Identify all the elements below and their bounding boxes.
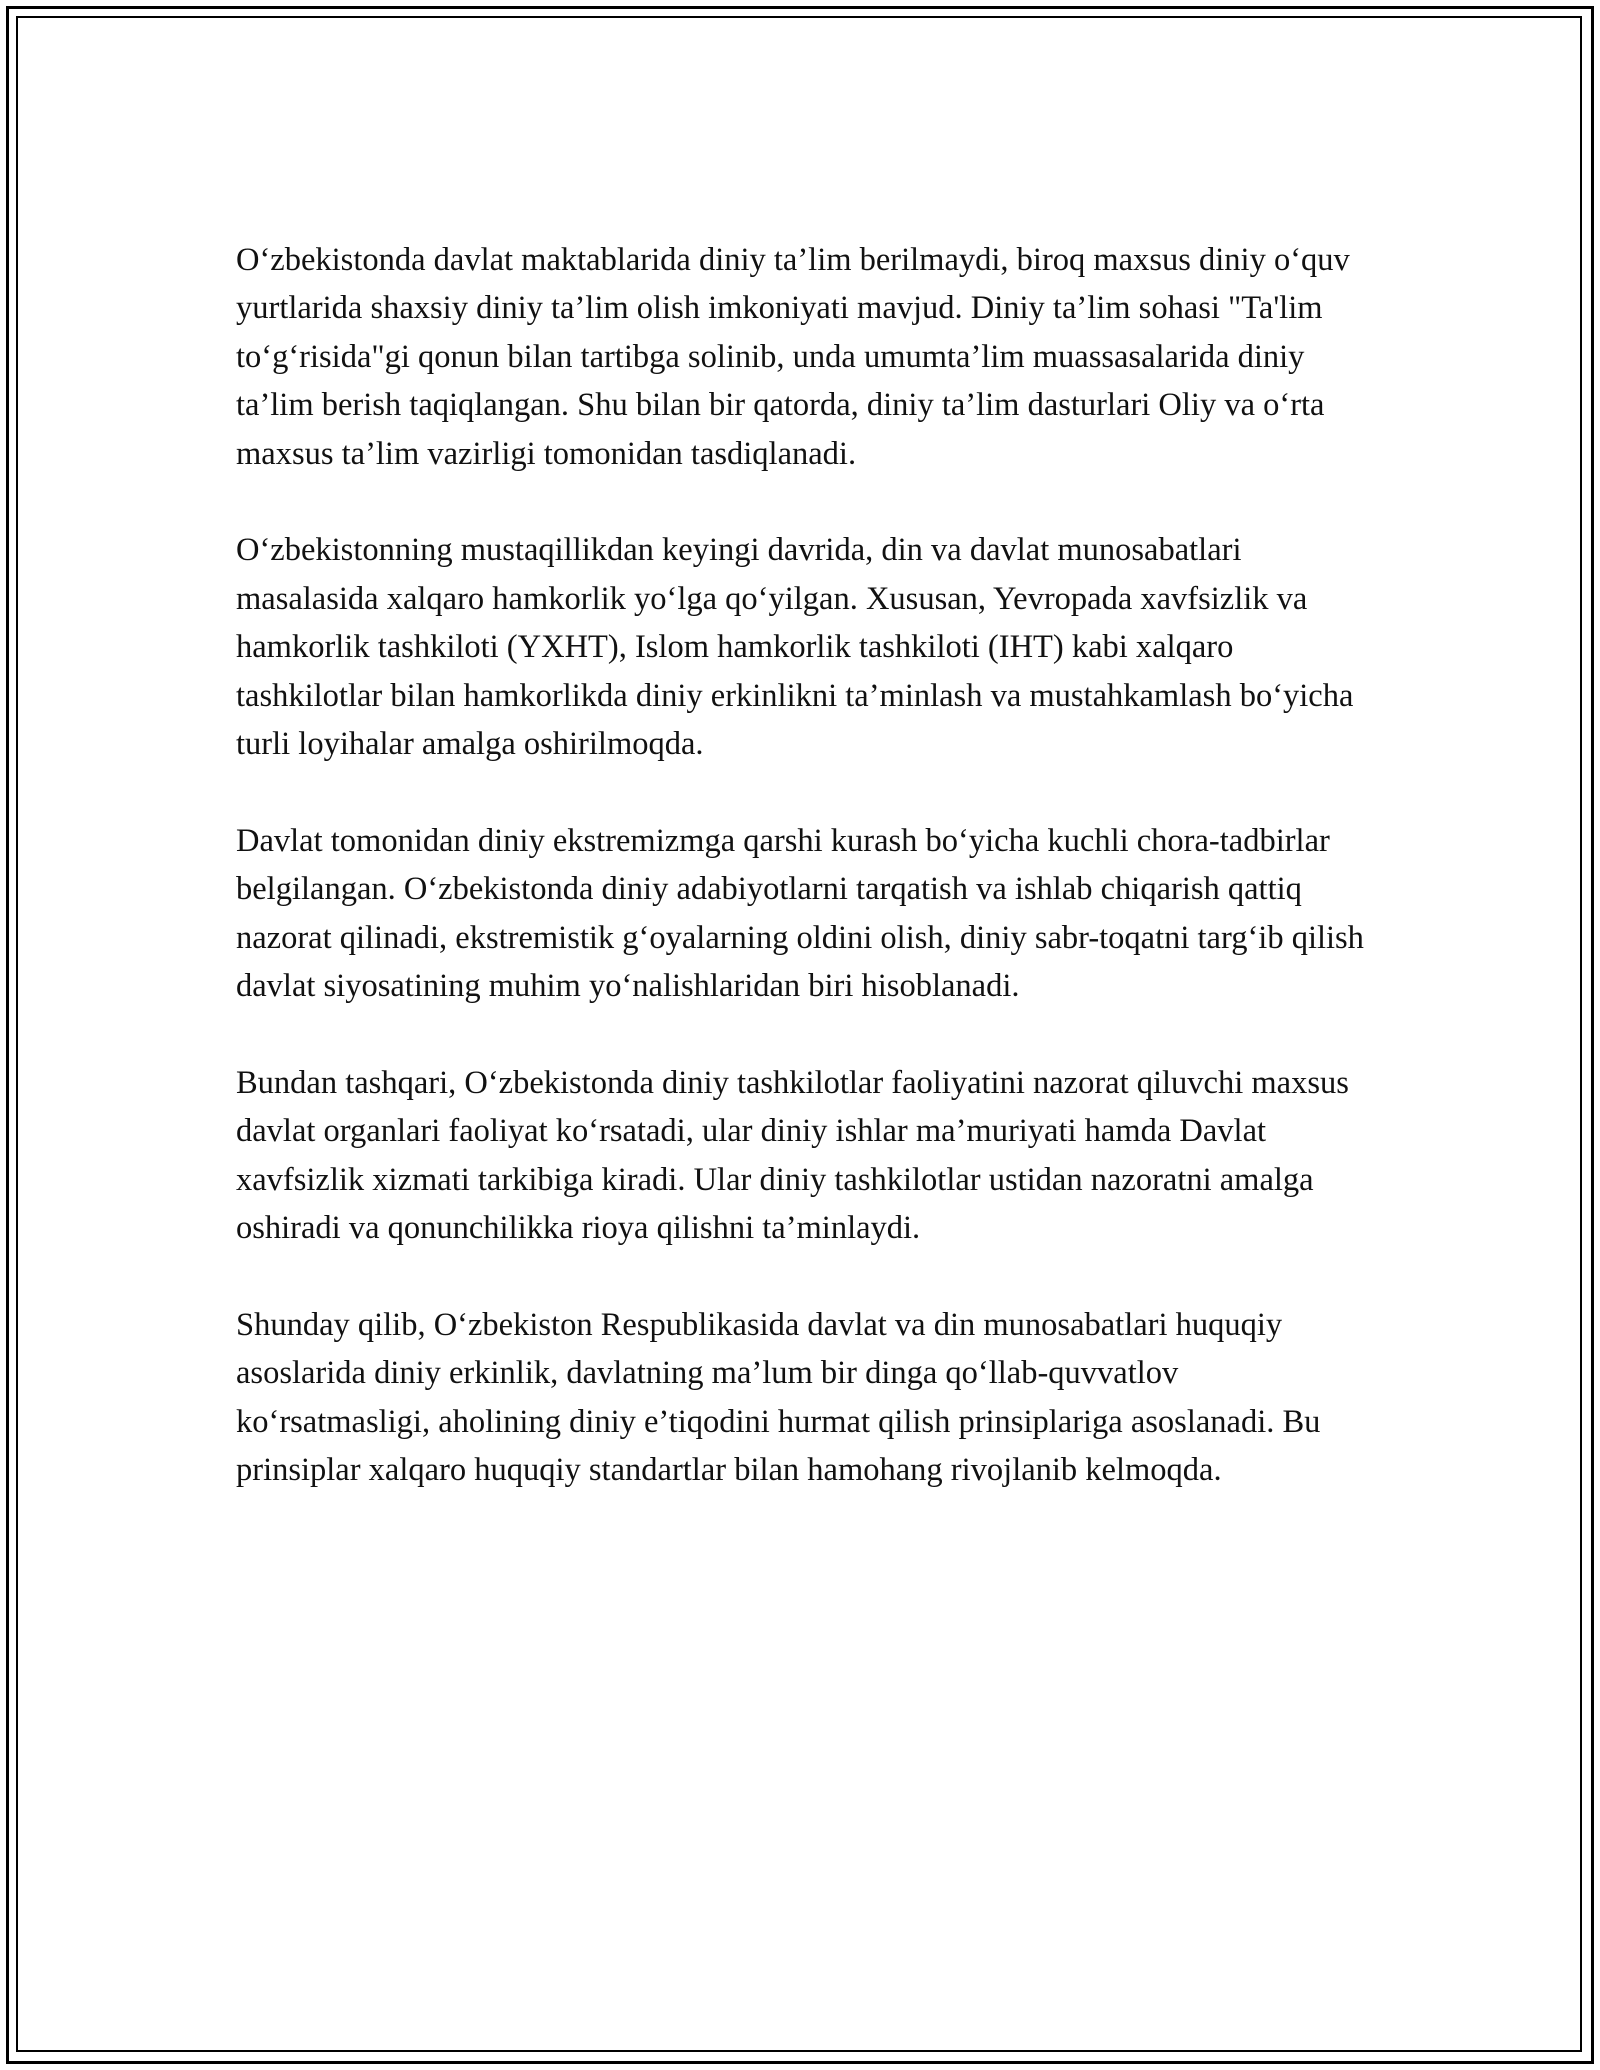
paragraph-3: Davlat tomonidan diniy ekstremizmga qarshi kurash bo‘yicha kuchli chora-tadbirlar belgilangan. O‘zbekistonda diniy adabiyotlarni tarqatish va ishlab chiqarish qattiq nazorat qilinadi, ekstremistik g‘oyalarning oldini olish, diniy sabr-toqatni targ‘ib qilish davlat siyosatining muhim yo‘nalishlaridan biri hisoblanadi. (236, 822, 1364, 1005)
paragraph-4: Bundan tashqari, O‘zbekistonda diniy tashkilotlar faoliyatini nazorat qiluvchi maxsus davlat organlari faoliyat ko‘rsatadi, ular diniy ishlar ma’muriyati hamda Davlat xavfsizlik xizmati tarkibiga kiradi. Ular diniy tashkilotlar ustidan nazoratni amalga oshiradi va qonunchilikka rioya qilishni ta’minlaydi. (236, 1064, 1349, 1247)
paragraph-5: Shunday qilib, O‘zbekiston Respublikasida davlat va din munosabatlari huquqiy asoslarida diniy erkinlik, davlatning ma’lum bir dinga qo‘llab-quvvatlov ko‘rsatmasligi, aholining diniy e’tiqodini hurmat qilish prinsiplariga asoslanadi. Bu prinsiplar xalqaro huquqiy standartlar bilan hamohang rivojlanib kelmoqda. (236, 1306, 1321, 1489)
paragraph-2: O‘zbekistonning mustaqillikdan keyingi davrida, din va davlat munosabatlari masalasida xalqaro hamkorlik yo‘lga qo‘yilgan. Xususan, Yevropada xavfsizlik va hamkorlik tashkiloti (YXHT), Islom hamkorlik tashkiloti (IHT) kabi xalqaro tashkilotlar bilan hamkorlikda diniy erkinlikni ta’minlash va mustahkamlash bo‘yicha turli loyihalar amalga oshirilmoqda. (236, 532, 1354, 763)
paragraph-1: O‘zbekistonda davlat maktablarida diniy ta’lim berilmaydi, biroq maxsus diniy o‘quv yurtlarida shaxsiy diniy ta’lim olish imkoniyati mavjud. Diniy ta’lim sohasi "Ta'lim to‘g‘risida"gi qonun bilan tartibga solinib, unda umumta’lim muassasalarida diniy ta’lim berish taqiqlangan. Shu bilan bir qatorda, diniy ta’lim dasturlari Oliy va o‘rta maxsus ta’lim vazirligi tomonidan tasdiqlanadi. (236, 242, 1350, 472)
document-body (236, 236, 1371, 1543)
